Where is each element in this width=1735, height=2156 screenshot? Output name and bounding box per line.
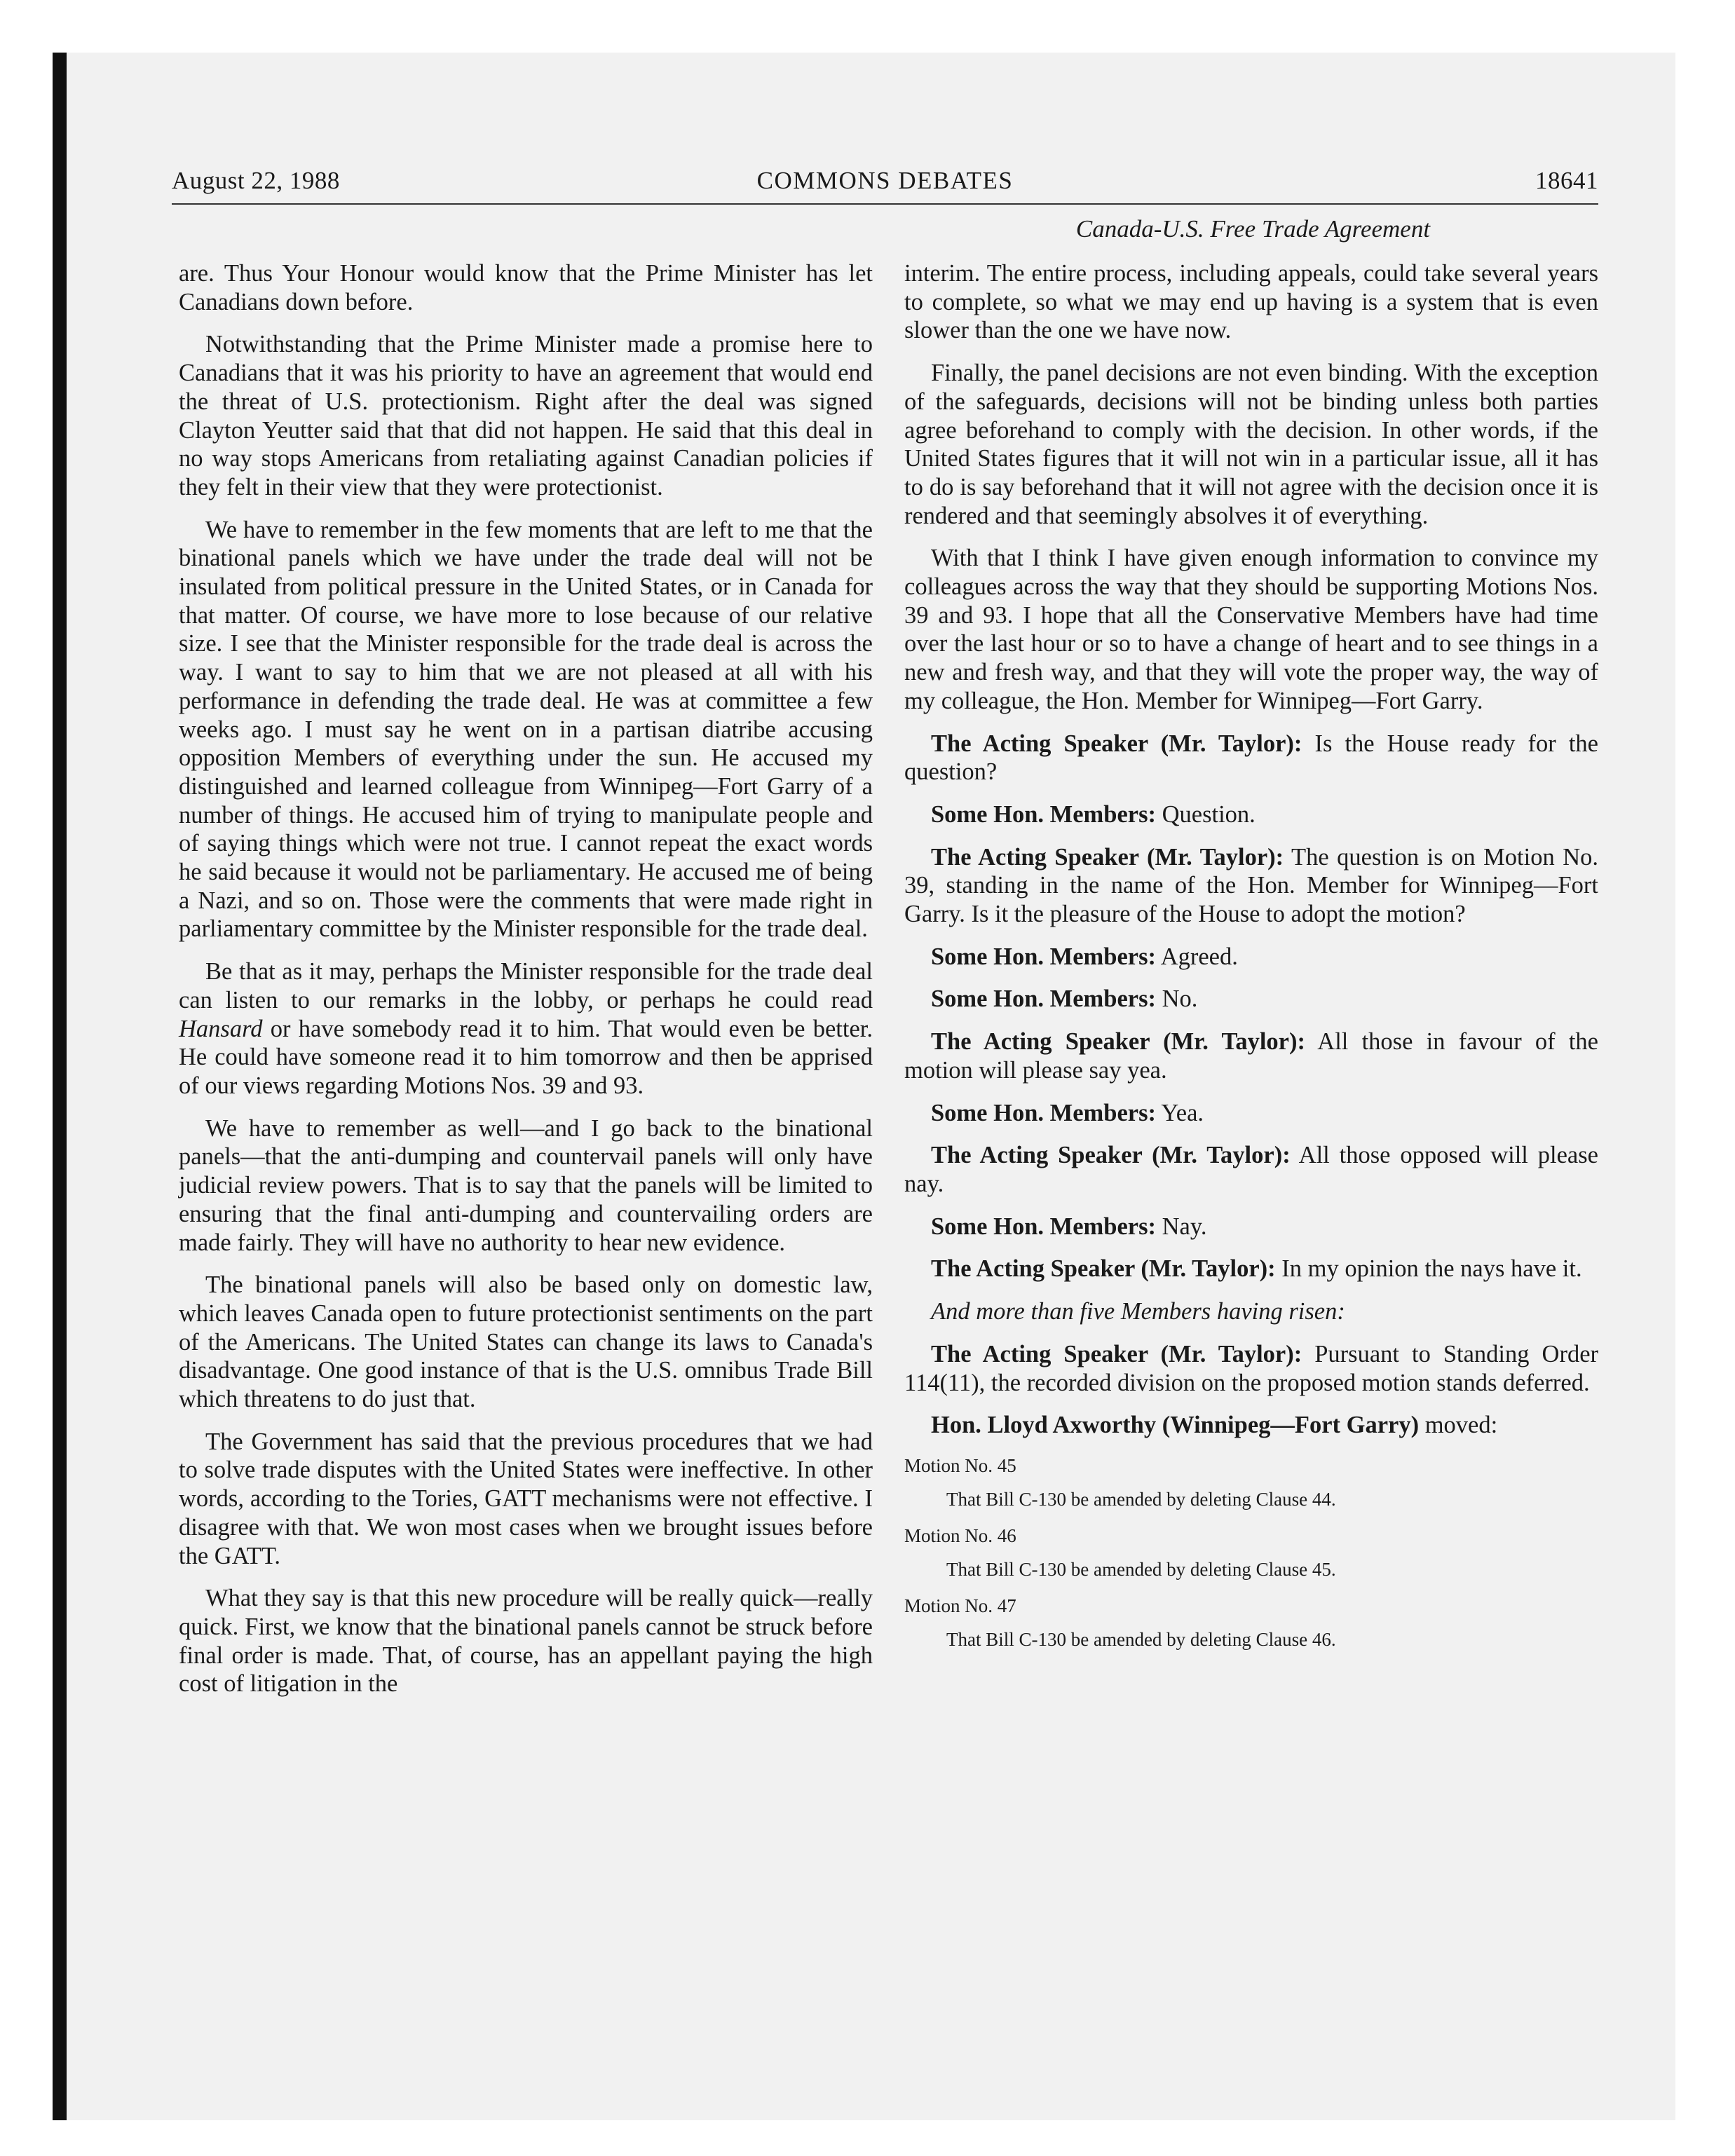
speaker-name: The Acting Speaker (Mr. Taylor): [931, 843, 1284, 871]
speech-text: All those opposed will please nay. [904, 1142, 1598, 1197]
speech-text: No. [1162, 985, 1198, 1013]
mover-verb: moved: [1424, 1412, 1498, 1439]
running-head: Canada-U.S. Free Trade Agreement [1075, 215, 1431, 243]
paragraph: Finally, the panel decisions are not even binding. With the exception of the safeguards, decisions will not be binding unless both parties agree beforehand to comply with the decision. In other words, if the United States figures that it will not win in a particular issue, all it has to do is say beforehand that it will not agree with the decision once it is rendered and that seemingly absolves it of everything. [904, 360, 1598, 529]
binding-edge [53, 53, 67, 2120]
mover-line [904, 1411, 1598, 1440]
motion-number: Motion No. 46 [904, 1524, 1016, 1546]
header-journal-title: COMMONS DEBATES [756, 167, 1014, 194]
members-turn [904, 1099, 1598, 1128]
motion-number: Motion No. 45 [904, 1454, 1016, 1476]
members-name: Some Hon. Members: [931, 1099, 1156, 1126]
header-page-number: 18641 [1535, 167, 1598, 194]
header-date: August 22, 1988 [172, 167, 340, 194]
paragraph: Notwithstanding that the Prime Minister made a promise here to Canadians that it was his priority to have an agreement that would end the threat of U.S. protectionism. Right after the deal was signed Clayton Yeutter said that that did not happen. He said that this deal in no way stops Americans from retaliating against Canadian policies if they felt in their view that they were protectionist. [179, 331, 873, 500]
paragraph: With that I think I have given enough information to convince my colleagues across the way that they should be supporting Motions Nos. 39 and 93. I hope that all the Conservative Members have had time over the last hour or so to have a change of heart and to see things in a new and fresh way, and that they will vote the proper way, the way of my colleague, the Hon. Member for Winnipeg—Fort Garry. [904, 545, 1598, 714]
speaker-turn [904, 1340, 1598, 1397]
members-turn [904, 800, 1598, 829]
members-name: Some Hon. Members: [931, 985, 1156, 1013]
speaker-name: The Acting Speaker (Mr. Taylor): [931, 1028, 1305, 1056]
speech-text: Pursuant to Standing Order 114(11), the recorded division on the proposed motion stands deferred. [904, 1340, 1598, 1396]
speech-text: Is the House ready for the question? [904, 730, 1598, 786]
members-name: Some Hon. Members: [931, 1213, 1156, 1240]
paragraph: We have to remember as well—and I go back to the binational panels—that the anti-dumping and countervail panels will only have judicial review powers. That is to say that the panels will be limited to ensuring that the final anti-dumping and countervailing orders are made fairly. They will have no authority to hear new evidence. [179, 1114, 873, 1256]
speech-text: The question is on Motion No. 39, standing in the name of the Hon. Member for Winnipeg—Fort Garry. Is it the pleasure of the House to adopt the motion? [904, 843, 1598, 928]
page-header [172, 167, 1598, 202]
speech-text: In my opinion the nays have it. [1281, 1255, 1582, 1283]
speaker-name: The Acting Speaker (Mr. Taylor): [931, 1340, 1302, 1367]
members-name: Some Hon. Members: [931, 943, 1156, 970]
paragraph: are. Thus Your Honour would know that the Prime Minister has let Canadians down before. [179, 260, 873, 315]
right-column [904, 259, 1598, 1664]
motion-text: That Bill C-130 be amended by deleting Clause 45. [946, 1558, 1336, 1580]
speaker-name: The Acting Speaker (Mr. Taylor): [931, 1142, 1291, 1169]
motion-text: That Bill C-130 be amended by deleting Clause 46. [946, 1628, 1336, 1650]
speaker-name: The Acting Speaker (Mr. Taylor): [931, 1255, 1276, 1283]
paragraph-text: or have somebody read it to him. That would even be better. He could have someone read it to him tomorrow and then be apprised of our views regarding Motions Nos. 39 and 93. [179, 1015, 873, 1099]
paragraph: We have to remember in the few moments that are left to me that the binational panels which we have under the trade deal will not be insulated from political pressure in the United States, or in Canada for that matter. Of course, we have more to lose because of our relative size. I see that the Minister responsible for the trade deal is across the way. I want to say to him that we are not pleased at all with his performance in defending the trade deal. He was at committee a few weeks ago. I must say he went on in a partisan diatribe accusing opposition Members of everything under the sun. He accused my distinguished and learned colleague from Winnipeg—Fort Garry of a number of things. He accused him of trying to manipulate people and of saying things which were not true. I cannot repeat the exact words he said because it would not be parliamentary. He accused me of being a Nazi, and so on. Those were the comments that were made right in parliamentary committee by the Minister responsible for the trade deal. [179, 516, 873, 943]
motion-number: Motion No. 47 [904, 1595, 1016, 1616]
members-turn [904, 985, 1598, 1014]
speaker-name: The Acting Speaker (Mr. Taylor): [931, 730, 1302, 757]
paragraph-text: Be that as it may, perhaps the Minister responsible for the trade deal can listen to our remarks in the lobby, or perhaps he could read [179, 958, 873, 1014]
speech-text: All those in favour of the motion will please say yea. [904, 1028, 1598, 1084]
hansard-title: Hansard [179, 1015, 263, 1042]
paragraph: interim. The entire process, including appeals, could take several years to complete, so what we may end up having is a system that is even slower than the one we have now. [904, 260, 1598, 344]
speaker-turn [904, 843, 1598, 929]
speech-text: Question. [1162, 800, 1256, 828]
members-turn [904, 1213, 1598, 1241]
stage-direction: And more than five Members having risen: [931, 1298, 1345, 1325]
members-name: Some Hon. Members: [931, 800, 1156, 828]
speech-text: Yea. [1161, 1099, 1204, 1126]
paragraph [179, 957, 873, 1100]
mover-name: Hon. Lloyd Axworthy (Winnipeg—Fort Garry) [931, 1412, 1420, 1439]
speaker-turn [904, 1255, 1598, 1283]
speaker-turn [904, 1028, 1598, 1084]
left-column [179, 259, 873, 1712]
paragraph: The binational panels will also be based only on domestic law, which leaves Canada open to future protectionist sentiments on the part of the Americans. The United States can change its laws to Canada's disadvantage. One good instance of that is the U.S. omnibus Trade Bill which threatens to do just that. [179, 1271, 873, 1413]
members-turn [904, 943, 1598, 971]
speaker-turn [904, 1141, 1598, 1198]
speech-text: Nay. [1162, 1213, 1207, 1240]
paragraph: What they say is that this new procedure will be really quick—really quick. First, we know that the binational panels cannot be struck before final order is made. That, of course, has an appellant paying the high cost of litigation in the [179, 1585, 873, 1698]
header-rule [172, 203, 1598, 205]
paragraph: The Government has said that the previous procedures that we had to solve trade disputes with the United States were ineffective. In other words, according to the Tories, GATT mechanisms were not effective. I disagree with that. We won most cases when we brought issues before the GATT. [179, 1428, 873, 1569]
speech-text: Agreed. [1160, 943, 1238, 970]
motion-text: That Bill C-130 be amended by deleting Clause 44. [946, 1488, 1336, 1510]
speaker-turn [904, 730, 1598, 786]
